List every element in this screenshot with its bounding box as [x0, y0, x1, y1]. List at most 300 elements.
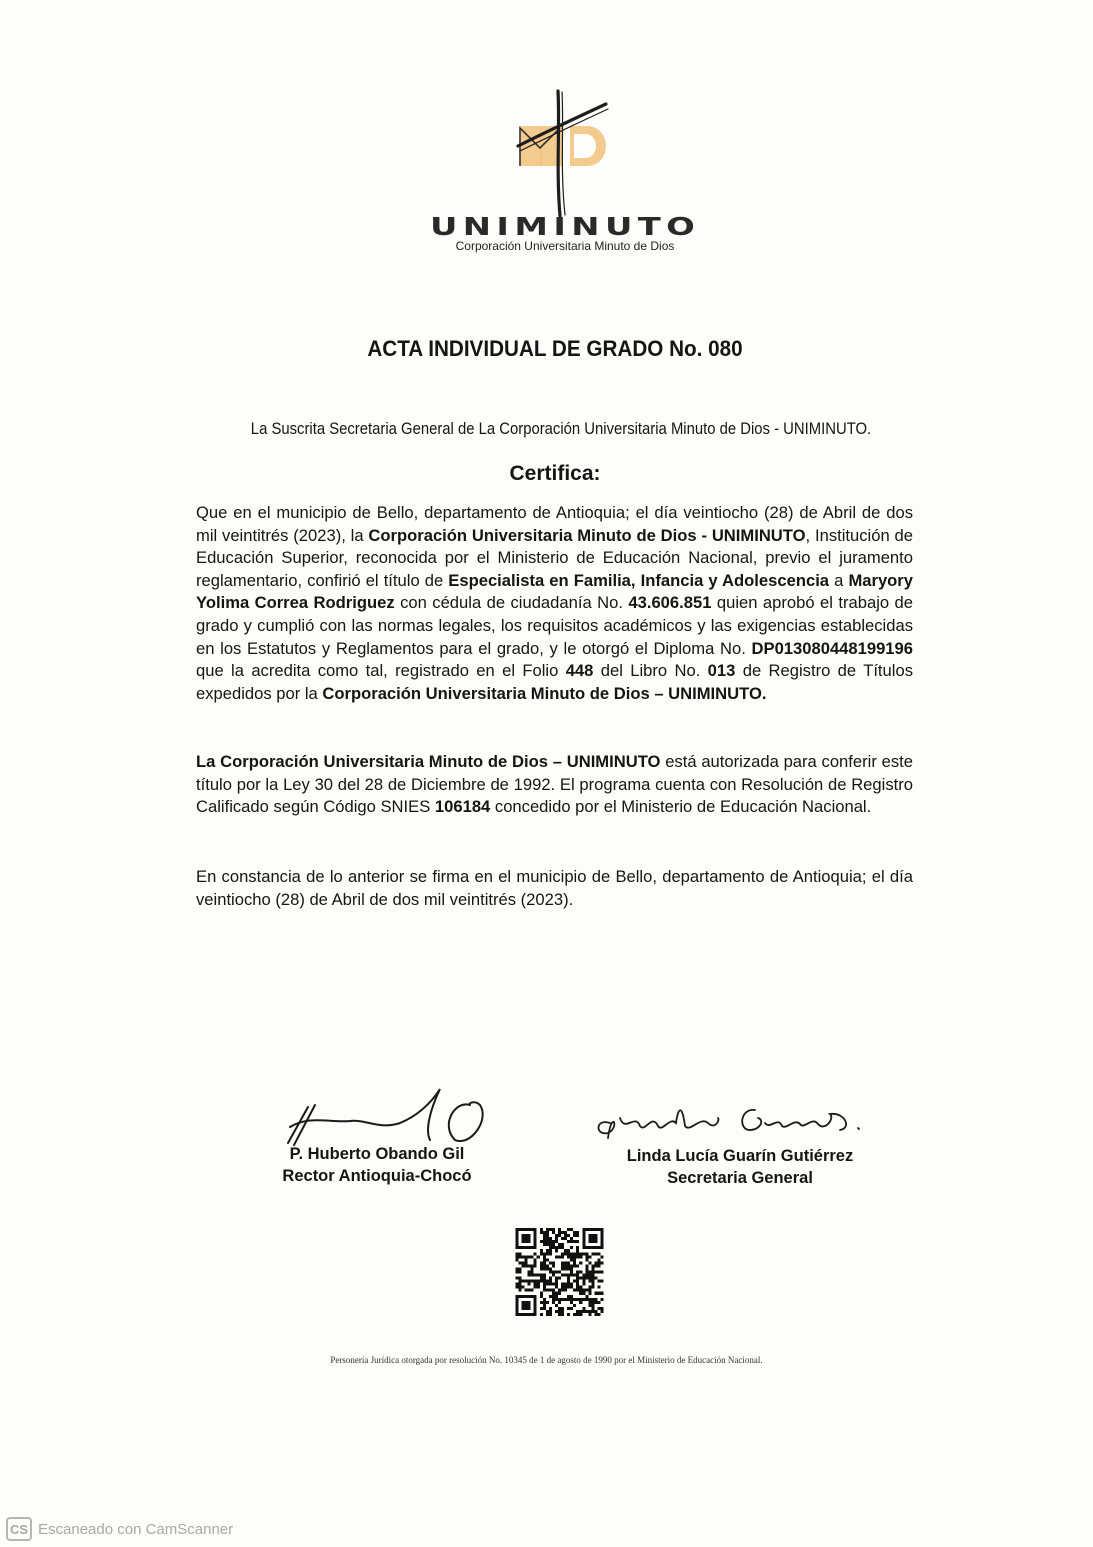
- qr-module: [600, 1298, 603, 1301]
- qr-module: [549, 1246, 552, 1249]
- qr-module: [561, 1307, 564, 1310]
- qr-module: [564, 1249, 567, 1252]
- qr-module: [597, 1264, 600, 1267]
- qr-module: [567, 1277, 570, 1280]
- qr-module: [582, 1298, 585, 1301]
- qr-module: [588, 1301, 591, 1304]
- qr-module: [528, 1255, 531, 1258]
- qr-module: [534, 1280, 537, 1283]
- qr-module: [543, 1264, 546, 1267]
- qr-module: [567, 1234, 570, 1237]
- qr-module: [588, 1261, 591, 1264]
- qr-module: [540, 1267, 543, 1270]
- qr-module: [591, 1277, 594, 1280]
- qr-module: [564, 1283, 567, 1286]
- qr-module: [546, 1237, 549, 1240]
- text-run: , Institución de Educación Superior, reconocida por el Ministerio de Educación Nacional, previo el juramento reglamentario, confirió el título de: [196, 525, 913, 590]
- qr-module: [552, 1240, 555, 1243]
- qr-module: [567, 1298, 570, 1301]
- qr-module: [519, 1270, 522, 1273]
- bold-run: DP013080448199196: [751, 638, 913, 658]
- paragraph-constancia: [196, 866, 913, 911]
- qr-module: [573, 1313, 576, 1316]
- qr-module: [570, 1298, 573, 1301]
- qr-module: [528, 1274, 531, 1277]
- qr-module: [579, 1252, 582, 1255]
- qr-module: [579, 1255, 582, 1258]
- qr-module: [561, 1283, 564, 1286]
- qr-module: [597, 1313, 600, 1316]
- qr-module: [519, 1280, 522, 1283]
- qr-module: [516, 1283, 519, 1286]
- qr-module: [582, 1280, 585, 1283]
- qr-module: [519, 1261, 522, 1264]
- qr-module: [543, 1240, 546, 1243]
- qr-module: [558, 1307, 561, 1310]
- qr-module: [567, 1252, 570, 1255]
- qr-module: [576, 1277, 579, 1280]
- qr-module: [543, 1258, 546, 1261]
- qr-module: [600, 1307, 603, 1310]
- bold-run: Maryory Yolima Correa Rodriguez: [196, 570, 913, 613]
- qr-module: [579, 1270, 582, 1273]
- qr-module: [573, 1264, 576, 1267]
- qr-module: [582, 1310, 585, 1313]
- qr-module: [543, 1237, 546, 1240]
- qr-module: [573, 1258, 576, 1261]
- qr-module: [534, 1286, 537, 1289]
- qr-module: [600, 1270, 603, 1273]
- qr-module: [576, 1289, 579, 1292]
- qr-module: [600, 1261, 603, 1264]
- qr-module: [594, 1261, 597, 1264]
- qr-module: [516, 1252, 519, 1255]
- qr-module: [597, 1301, 600, 1304]
- qr-module: [597, 1307, 600, 1310]
- qr-module: [549, 1307, 552, 1310]
- qr-module: [531, 1255, 534, 1258]
- qr-module: [570, 1264, 573, 1267]
- qr-module: [570, 1270, 573, 1273]
- bold-run: Corporación Universitaria Minuto de Dios - UNIMINUTO: [368, 525, 806, 545]
- qr-module: [519, 1267, 522, 1270]
- qr-module: [585, 1255, 588, 1258]
- qr-module: [588, 1280, 591, 1283]
- qr-module: [558, 1292, 561, 1295]
- qr-module: [567, 1295, 570, 1298]
- qr-module: [567, 1255, 570, 1258]
- qr-module: [582, 1274, 585, 1277]
- text-run: En constancia de lo anterior se firma en el municipio de Bello, departamento de Antioquia; el día veintiocho (28) de Abril de dos mil veintitrés (2023).: [196, 867, 913, 909]
- qr-module: [588, 1277, 591, 1280]
- qr-module: [579, 1261, 582, 1264]
- signature-secretaria: [590, 1098, 880, 1143]
- qr-module: [591, 1307, 594, 1310]
- qr-module: [576, 1313, 579, 1316]
- qr-module: [555, 1234, 558, 1237]
- qr-module: [540, 1228, 543, 1231]
- qr-module: [591, 1283, 594, 1286]
- qr-module: [546, 1231, 549, 1234]
- qr-module: [573, 1304, 576, 1307]
- qr-module: [591, 1264, 594, 1267]
- qr-module: [555, 1237, 558, 1240]
- qr-module: [567, 1249, 570, 1252]
- qr-module: [558, 1313, 561, 1316]
- qr-module: [585, 1289, 588, 1292]
- text-run: está autorizada para conferir este título por la Ley 30 del 28 de Diciembre de 1992. El programa cuenta con Resolución de Registro Calificado según Código SNIES: [196, 752, 913, 817]
- qr-module: [546, 1252, 549, 1255]
- qr-module: [549, 1277, 552, 1280]
- qr-module: [543, 1283, 546, 1286]
- qr-module: [576, 1280, 579, 1283]
- qr-module: [585, 1252, 588, 1255]
- qr-module: [552, 1292, 555, 1295]
- qr-module: [597, 1270, 600, 1273]
- qr-module: [576, 1255, 579, 1258]
- qr-module: [588, 1286, 591, 1289]
- bold-run: Especialista en Familia, Infancia y Adolescencia: [448, 570, 830, 590]
- brand-name: UNIMINUTO: [429, 212, 701, 241]
- qr-module: [546, 1258, 549, 1261]
- qr-module: [600, 1255, 603, 1258]
- qr-module: [549, 1240, 552, 1243]
- qr-module: [561, 1231, 564, 1234]
- qr-module: [585, 1310, 588, 1313]
- qr-module: [555, 1240, 558, 1243]
- qr-module: [588, 1313, 591, 1316]
- qr-module: [576, 1274, 579, 1277]
- qr-module: [519, 1283, 522, 1286]
- qr-module: [543, 1280, 546, 1283]
- qr-module: [540, 1277, 543, 1280]
- qr-module: [537, 1274, 540, 1277]
- qr-module: [597, 1292, 600, 1295]
- qr-module: [573, 1280, 576, 1283]
- qr-module: [564, 1234, 567, 1237]
- qr-finder: [588, 1234, 597, 1243]
- qr-module: [531, 1274, 534, 1277]
- qr-module: [516, 1267, 519, 1270]
- qr-module: [561, 1255, 564, 1258]
- qr-module: [558, 1243, 561, 1246]
- text-run: que la acredita como tal, registrado en el Folio: [196, 661, 566, 681]
- qr-module: [546, 1301, 549, 1304]
- qr-module: [555, 1270, 558, 1273]
- qr-module: [525, 1258, 528, 1261]
- qr-module: [579, 1289, 582, 1292]
- qr-module: [549, 1252, 552, 1255]
- qr-module: [564, 1289, 567, 1292]
- qr-module: [576, 1310, 579, 1313]
- qr-module: [588, 1292, 591, 1295]
- qr-module: [549, 1261, 552, 1264]
- qr-module: [558, 1270, 561, 1273]
- qr-module: [561, 1267, 564, 1270]
- qr-module: [570, 1283, 573, 1286]
- qr-module: [549, 1228, 552, 1231]
- qr-module: [543, 1304, 546, 1307]
- qr-module: [600, 1280, 603, 1283]
- certifica-heading: Certifica:: [509, 462, 601, 485]
- qr-module: [552, 1270, 555, 1273]
- qr-module: [588, 1270, 591, 1273]
- qr-module: [525, 1261, 528, 1264]
- qr-module: [570, 1301, 573, 1304]
- qr-module: [546, 1249, 549, 1252]
- qr-module: [531, 1267, 534, 1270]
- qr-module: [570, 1258, 573, 1261]
- qr-module: [546, 1234, 549, 1237]
- bold-run: 013: [707, 661, 736, 681]
- qr-module: [543, 1286, 546, 1289]
- qr-module: [543, 1267, 546, 1270]
- qr-module: [585, 1264, 588, 1267]
- qr-module: [585, 1258, 588, 1261]
- qr-module: [543, 1261, 546, 1264]
- qr-module: [570, 1237, 573, 1240]
- qr-module: [546, 1313, 549, 1316]
- qr-module: [525, 1289, 528, 1292]
- qr-module: [528, 1283, 531, 1286]
- qr-module: [558, 1301, 561, 1304]
- qr-module: [534, 1258, 537, 1261]
- qr-module: [567, 1264, 570, 1267]
- qr-module: [552, 1289, 555, 1292]
- qr-module: [555, 1292, 558, 1295]
- qr-module: [582, 1277, 585, 1280]
- qr-module: [543, 1234, 546, 1237]
- qr-module: [522, 1255, 525, 1258]
- qr-module: [549, 1295, 552, 1298]
- paragraph-certification: [196, 502, 913, 705]
- bold-run: 106184: [434, 797, 491, 817]
- brand-block: [400, 213, 730, 253]
- qr-module: [540, 1249, 543, 1252]
- qr-module: [597, 1261, 600, 1264]
- text-run: a: [829, 570, 849, 590]
- qr-module: [573, 1252, 576, 1255]
- qr-module: [546, 1267, 549, 1270]
- qr-module: [567, 1240, 570, 1243]
- qr-module: [597, 1252, 600, 1255]
- qr-module: [519, 1289, 522, 1292]
- paragraph-authorization: [196, 751, 913, 819]
- qr-module: [543, 1298, 546, 1301]
- qr-module: [549, 1310, 552, 1313]
- document-title: ACTA INDIVIDUAL DE GRADO No. 080: [367, 336, 743, 361]
- qr-module: [531, 1280, 534, 1283]
- qr-module: [591, 1270, 594, 1273]
- qr-module: [594, 1270, 597, 1273]
- qr-module: [567, 1286, 570, 1289]
- qr-module: [537, 1286, 540, 1289]
- qr-module: [534, 1264, 537, 1267]
- qr-module: [558, 1231, 561, 1234]
- qr-module: [564, 1231, 567, 1234]
- qr-module: [588, 1298, 591, 1301]
- text-run: quien aprobó el trabajo de grado y cumplió con las normas legales, los requisitos académicos y las exigencias establecidas en los Estatutos y Reglamentos para el grado, y le otorgó el Diploma No.: [196, 593, 913, 658]
- qr-module: [549, 1237, 552, 1240]
- qr-module: [552, 1274, 555, 1277]
- qr-module: [555, 1246, 558, 1249]
- qr-module: [552, 1298, 555, 1301]
- qr-module: [585, 1267, 588, 1270]
- qr-module: [564, 1252, 567, 1255]
- qr-module: [564, 1264, 567, 1267]
- qr-module: [543, 1252, 546, 1255]
- qr-module: [546, 1280, 549, 1283]
- qr-module: [564, 1298, 567, 1301]
- qr-module: [579, 1310, 582, 1313]
- qr-module: [540, 1313, 543, 1316]
- qr-module: [558, 1298, 561, 1301]
- qr-module: [591, 1301, 594, 1304]
- qr-code[interactable]: [514, 1228, 605, 1316]
- qr-module: [543, 1301, 546, 1304]
- qr-module: [543, 1274, 546, 1277]
- qr-module: [573, 1298, 576, 1301]
- qr-module: [582, 1289, 585, 1292]
- qr-module: [546, 1289, 549, 1292]
- qr-module: [570, 1228, 573, 1231]
- qr-module: [579, 1292, 582, 1295]
- signature-rector: [280, 1085, 500, 1150]
- qr-module: [570, 1252, 573, 1255]
- qr-module: [561, 1261, 564, 1264]
- qr-module: [567, 1267, 570, 1270]
- qr-module: [537, 1283, 540, 1286]
- qr-module: [597, 1280, 600, 1283]
- signer-name: P. Huberto Obando Gil: [289, 1145, 465, 1163]
- qr-module: [549, 1249, 552, 1252]
- qr-module: [591, 1310, 594, 1313]
- qr-module: [531, 1289, 534, 1292]
- qr-module: [582, 1283, 585, 1286]
- qr-module: [555, 1310, 558, 1313]
- qr-module: [576, 1283, 579, 1286]
- signer-role: Rector Antioquia-Chocó: [282, 1167, 472, 1185]
- legal-footnote: Personería Jurídica otorgada por resolución No. 10345 de 1 de agosto de 1990 por el Ministerio de Educación Nacional.: [330, 1355, 763, 1365]
- qr-module: [585, 1274, 588, 1277]
- qr-module: [567, 1307, 570, 1310]
- qr-module: [582, 1307, 585, 1310]
- qr-module: [594, 1310, 597, 1313]
- text-run: de Registro de Títulos expedidos por la: [196, 661, 913, 703]
- qr-module: [585, 1277, 588, 1280]
- qr-module: [561, 1313, 564, 1316]
- qr-module: [561, 1310, 564, 1313]
- qr-module: [516, 1270, 519, 1273]
- bold-run: Corporación Universitaria Minuto de Dios – UNIMINUTO.: [322, 683, 767, 703]
- qr-module: [567, 1228, 570, 1231]
- qr-module: [552, 1231, 555, 1234]
- qr-module: [537, 1255, 540, 1258]
- qr-module: [573, 1240, 576, 1243]
- qr-module: [594, 1277, 597, 1280]
- qr-module: [516, 1286, 519, 1289]
- qr-module: [558, 1234, 561, 1237]
- qr-module: [579, 1298, 582, 1301]
- intro-line: La Suscrita Secretaria General de La Corporación Universitaria Minuto de Dios - UNIMINUTO.: [250, 420, 872, 438]
- qr-module: [555, 1277, 558, 1280]
- qr-module: [576, 1246, 579, 1249]
- qr-module: [579, 1277, 582, 1280]
- qr-module: [576, 1298, 579, 1301]
- text-run: concedido por el Ministerio de Educación Nacional.: [490, 797, 872, 817]
- qr-module: [519, 1255, 522, 1258]
- qr-module: [540, 1274, 543, 1277]
- qr-module: [540, 1295, 543, 1298]
- qr-module: [555, 1255, 558, 1258]
- qr-module: [522, 1286, 525, 1289]
- qr-module: [540, 1240, 543, 1243]
- qr-module: [534, 1252, 537, 1255]
- qr-module: [567, 1274, 570, 1277]
- qr-module: [540, 1261, 543, 1264]
- qr-module: [564, 1267, 567, 1270]
- qr-module: [546, 1243, 549, 1246]
- qr-module: [549, 1270, 552, 1273]
- qr-module: [549, 1267, 552, 1270]
- qr-module: [546, 1310, 549, 1313]
- qr-module: [561, 1243, 564, 1246]
- qr-module: [549, 1243, 552, 1246]
- qr-module: [570, 1307, 573, 1310]
- qr-module: [555, 1298, 558, 1301]
- qr-module: [564, 1261, 567, 1264]
- qr-module: [552, 1261, 555, 1264]
- qr-module: [573, 1274, 576, 1277]
- qr-finder: [522, 1301, 531, 1310]
- qr-module: [576, 1264, 579, 1267]
- qr-module: [591, 1267, 594, 1270]
- qr-module: [597, 1286, 600, 1289]
- qr-module: [516, 1277, 519, 1280]
- qr-module: [588, 1304, 591, 1307]
- qr-module: [543, 1231, 546, 1234]
- bold-run: 43.606.851: [628, 593, 712, 613]
- qr-module: [534, 1283, 537, 1286]
- qr-module: [543, 1289, 546, 1292]
- qr-module: [576, 1231, 579, 1234]
- qr-module: [594, 1292, 597, 1295]
- qr-module: [561, 1252, 564, 1255]
- qr-module: [594, 1264, 597, 1267]
- qr-module: [594, 1301, 597, 1304]
- qr-module: [558, 1255, 561, 1258]
- qr-module: [591, 1298, 594, 1301]
- qr-module: [546, 1264, 549, 1267]
- qr-module: [522, 1280, 525, 1283]
- qr-module: [549, 1283, 552, 1286]
- qr-module: [564, 1286, 567, 1289]
- qr-module: [546, 1228, 549, 1231]
- qr-module: [552, 1295, 555, 1298]
- qr-module: [576, 1234, 579, 1237]
- qr-module: [591, 1280, 594, 1283]
- qr-module: [570, 1286, 573, 1289]
- qr-module: [555, 1283, 558, 1286]
- qr-module: [564, 1274, 567, 1277]
- text-run: Que en el municipio de Bello, departamento de Antioquia; el día veintiocho (28) de Abril de dos mil veintitrés (2023), la: [196, 503, 913, 545]
- brand-subtitle: Corporación Universitaria Minuto de Dios: [455, 239, 675, 253]
- qr-module: [543, 1307, 546, 1310]
- qr-module: [570, 1295, 573, 1298]
- qr-module: [552, 1228, 555, 1231]
- qr-module: [558, 1246, 561, 1249]
- qr-module: [525, 1280, 528, 1283]
